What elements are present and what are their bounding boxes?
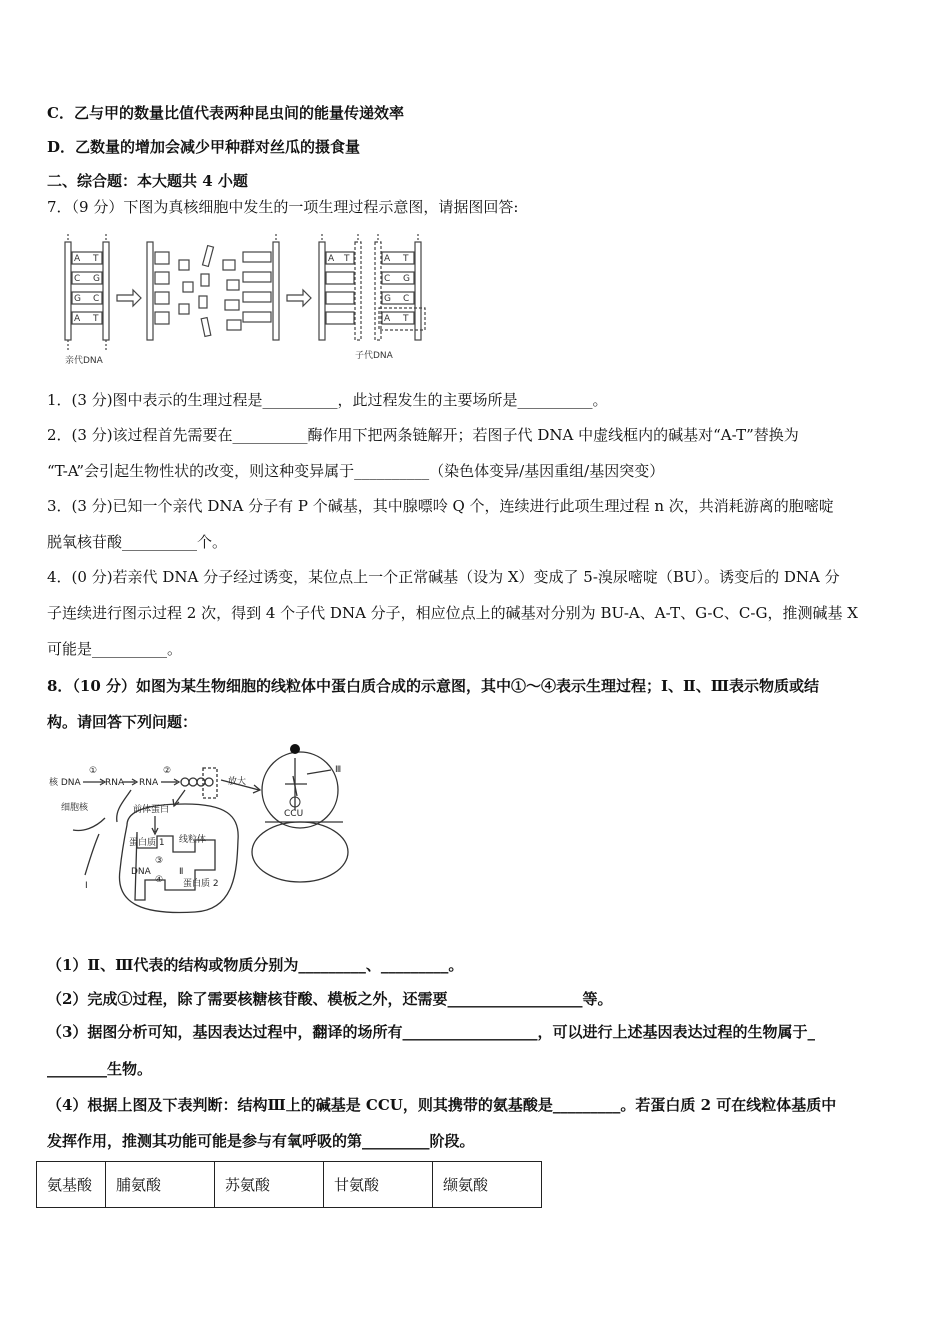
table-cell: 苏氨酸 (215, 1162, 324, 1208)
svg-text:T: T (403, 254, 409, 264)
q8-sub4-b: 发挥作用，推测其功能可能是参与有氧呼吸的第_________阶段。 (47, 1132, 475, 1150)
svg-text:A: A (384, 254, 391, 264)
svg-text:G: G (74, 294, 81, 304)
table-cell: 甘氨酸 (324, 1162, 433, 1208)
table-cell: 氨基酸 (37, 1162, 106, 1208)
table-row (37, 1162, 542, 1208)
svg-text:CCU: CCU (284, 809, 304, 819)
svg-text:A: A (328, 254, 335, 264)
svg-text:前体蛋白: 前体蛋白 (133, 805, 170, 815)
q8-sub1: （1）Ⅱ、Ⅲ代表的结构或物质分别为_________、_________。 (47, 956, 464, 974)
svg-text:Ⅰ: Ⅰ (85, 881, 88, 891)
q7-sub1: 1．(3 分)图中表示的生理过程是__________，此过程发生的主要场所是__________。 (47, 391, 608, 409)
option-d: D．乙数量的增加会减少甲种群对丝瓜的摄食量 (47, 138, 361, 156)
q8-sub4-a: （4）根据上图及下表判断：结构Ⅲ上的碱基是 CCU，则其携带的氨基酸是_________。若蛋白质 2 可在线粒体基质中 (47, 1096, 837, 1114)
q8-stem-b: 构。请回答下列问题： (47, 713, 198, 731)
child-dna-label: 子代DNA (355, 351, 393, 361)
table-cell: 缬氨酸 (433, 1162, 542, 1208)
svg-text:T: T (344, 254, 350, 264)
svg-text:A: A (74, 314, 81, 324)
svg-text:T: T (93, 254, 99, 264)
svg-text:C: C (384, 274, 391, 284)
q8-sub3-a: （3）据图分析可知，基因表达过程中，翻译的场所有__________________，可以进行上述基因表达过程的生物属于_ (47, 1023, 815, 1041)
q7-sub3-a: 3．(3 分)已知一个亲代 DNA 分子有 P 个碱基，其中腺嘌呤 Q 个，连续进行此项生理过程 n 次，共消耗游离的胞嘧啶 (47, 497, 834, 515)
svg-text:Ⅲ: Ⅲ (335, 765, 342, 775)
q7-sub2-a: 2．(3 分)该过程首先需要在__________酶作用下把两条链解开；若图子代 DNA 中虚线框内的碱基对“A-T”替换为 (47, 426, 799, 444)
svg-text:②: ② (163, 766, 172, 776)
svg-text:G: G (403, 274, 410, 284)
q8-sub2: （2）完成①过程，除了需要核糖核苷酸、模板之外，还需要__________________等。 (47, 990, 613, 1008)
q7-sub4-c: 可能是__________。 (47, 640, 183, 658)
mitochondria-protein-figure (45, 740, 365, 920)
svg-text:RNA: RNA (139, 778, 159, 788)
q7-sub3-b: 脱氧核苷酸__________个。 (47, 533, 228, 551)
svg-text:核 DNA: 核 DNA (49, 778, 81, 788)
svg-text:蛋白质 1: 蛋白质 1 (129, 838, 165, 848)
svg-text:T: T (93, 314, 99, 324)
svg-text:C: C (403, 294, 410, 304)
dna-replication-figure (55, 230, 445, 365)
svg-text:A: A (74, 254, 81, 264)
table-cell: 脯氨酸 (106, 1162, 215, 1208)
svg-text:DNA: DNA (131, 867, 151, 877)
svg-text:G: G (384, 294, 391, 304)
svg-text:C: C (93, 294, 100, 304)
svg-text:线粒体: 线粒体 (179, 835, 207, 845)
q7-stem: 7．（9 分）下图为真核细胞中发生的一项生理过程示意图，请据图回答: (47, 198, 519, 216)
svg-text:④: ④ (155, 875, 164, 885)
svg-text:③: ③ (155, 856, 164, 866)
svg-text:RNA: RNA (105, 778, 125, 788)
q8-sub3-b: ________生物。 (47, 1060, 153, 1078)
svg-text:①: ① (89, 766, 98, 776)
svg-text:细胞核: 细胞核 (61, 803, 89, 813)
svg-text:C: C (74, 274, 81, 284)
q7-sub2-b: “T-A”会引起生物性状的改变，则这种变异属于__________（染色体变异/基因重组/基因突变） (47, 462, 665, 480)
section-heading: 二、综合题：本大题共 4 小题 (47, 172, 248, 190)
amino-acid-table (36, 1161, 542, 1208)
q8-stem-a: 8．（10 分）如图为某生物细胞的线粒体中蛋白质合成的示意图，其中①～④表示生理过程；Ⅰ、Ⅱ、Ⅲ表示物质或结 (47, 677, 819, 695)
svg-text:蛋白质 2: 蛋白质 2 (183, 879, 219, 889)
svg-text:G: G (93, 274, 100, 284)
svg-text:放大: 放大 (228, 777, 247, 787)
svg-text:A: A (384, 314, 391, 324)
parent-dna-label: 亲代DNA (65, 356, 103, 365)
svg-text:T: T (403, 314, 409, 324)
q7-sub4-b: 子连续进行图示过程 2 次，得到 4 个子代 DNA 分子，相应位点上的碱基对分别为 BU-A、A-T、G-C、C-G，推测碱基 X (47, 604, 858, 622)
option-c: C．乙与甲的数量比值代表两种昆虫间的能量传递效率 (47, 104, 404, 122)
svg-text:Ⅱ: Ⅱ (179, 867, 184, 877)
q7-sub4-a: 4．(0 分)若亲代 DNA 分子经过诱变，某位点上一个正常碱基（设为 X）变成了 5-溴尿嘧啶（BU）。诱变后的 DNA 分 (47, 568, 840, 586)
